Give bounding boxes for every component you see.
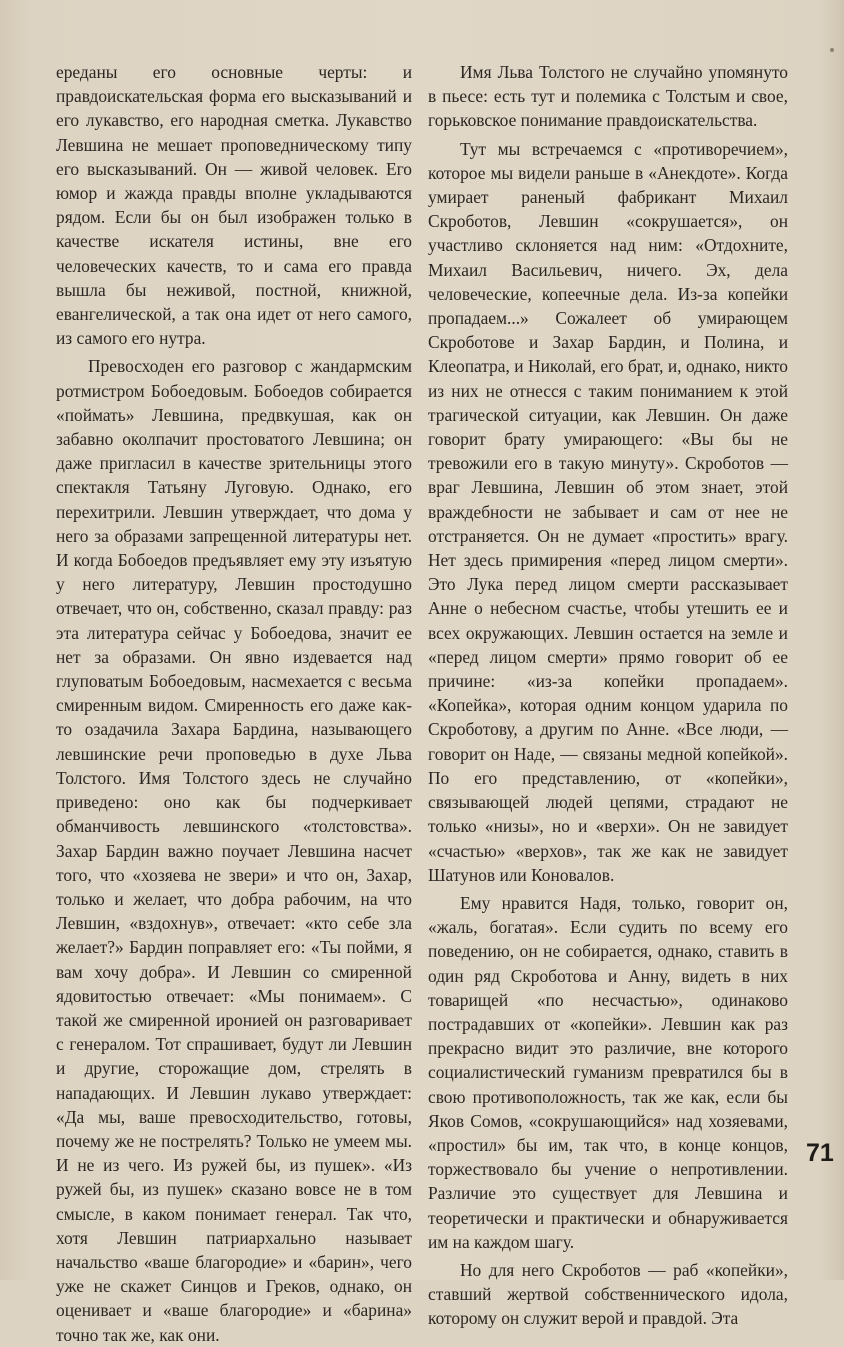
left-text-column	[56, 60, 412, 1347]
page-number: 71	[806, 1139, 834, 1167]
paragraph: ереданы его основные черты: и правдоискательская форма его высказываний и его лукавство, его народная сметка. Лукавство Левшина не мешает проповедническому типу его высказываний. Он — живой человек. Его юмор и жажда правды вполне укладываются рядом. Если бы он был изображен только в качестве искателя истины, вне его человеческих качеств, то и сама его правда вышла бы неживой, постной, книжной, евангелической, а так она идет от него самого, из самого его нутра.	[56, 62, 412, 349]
right-text-column	[428, 60, 788, 1331]
paper-speck	[830, 48, 834, 52]
paragraph: Тут мы встречаемся с «противоречием», которое мы видели раньше в «Анекдоте». Когда умирает раненый фабрикант Михаил Скроботов, Левшин «сокрушается», он участливо склоняется над ним: «Отдохните, Михаил Васильевич, ничего. Эх, дела человеческие, копеечные дела. Из-за копейки пропадаем...» Сожалеет об умирающем Скроботове и Захар Бардин, и Полина, и Клеопатра, и Николай, его брат, и, однако, никто из них не отнесся с таким пониманием к этой трагической ситуации, как Левшин. Он даже говорит брату умирающего: «Вы бы не тревожили его в такую минуту». Скроботов — враг Левшина, Левшин об этом знает, этой враждебности не забывает и сам от нее не отстраняется. Он не думает «простить» врагу. Нет здесь примирения «перед лицом смерти». Это Лука перед лицом смерти рассказывает Анне о небесном счастье, чтобы утешить ее и всех окружающих. Левшин остается на земле и «перед лицом смерти» прямо говорит об ее причине: «из-за копейки пропадаем». «Копейка», которая одним концом ударила по Скроботову, а другим по Анне. «Все люди, — говорит он Наде, — связаны медной копейкой». По его представлению, от «копейки», связывающей людей цепями, страдают не только «низы», но и «верхи». Он не завидует «счастью» «верхов», так же как не завидует Шатунов или Коновалов.	[428, 138, 788, 885]
paragraph: Превосходен его разговор с жандармским ротмистром Бобоедовым. Бобоедов собирается «поймать» Левшина, предвкушая, как он забавно околпачит простоватого Левшина; он даже пригласил в качестве зрительницы этого спектакля Татьяну Луговую. Однако, его перехитрили. Левшин утверждает, что дома у него за образами запрещенной литературы нет. И когда Бобоедов предъявляет ему эту изъятую у него литературу, Левшин простодушно отвечает, что он, собственно, сказал правду: раз эта литература сейчас у Бобоедова, значит ее нет за образами. Он явно издевается над глуповатым Бобоедовым, насмехается с весьма смиренным видом. Смиренность его даже как-то озадачила Захара Бардина, называющего левшинские речи проповедью в духе Льва Толстого. Имя Толстого здесь не случайно приведено: оно как бы подчеркивает обманчивость левшинского «толстовства». Захар Бардин важно поучает Левшина насчет того, что «хозяева не звери» и что он, Захар, только и желает, что добра рабочим, на что Левшин, «вздохнув», отвечает: «кто себе зла желает?» Бардин поправляет его: «Ты пойми, я вам хочу добра». И Левшин со смиренной ядовитостью отвечает: «Мы понимаем». С такой же смиренной иронией он разговаривает с генералом. Тот спрашивает, будут ли Левшин и другие, сторожащие дом, стрелять в нападающих. И Левшин лукаво утверждает: «Да мы, ваше превосходительство, готовы, почему же не пострелять? Только не умеем мы. И не из чего. Из ружей бы, из пушек». «Из ружей бы, из пушек» сказано вовсе не в том смысле, в каком понимает генерал. Так что, хотя Левшин патриархально называет начальство «ваше благородие» и «барин», чего уже не скажет Синцов и Греков, однако, он оценивает и «ваше благородие» и «барина» точно так же, как они.	[56, 356, 412, 1345]
paragraph: Имя Льва Толстого не случайно упомянуто в пьесе: есть тут и полемика с Толстым и свое, горьковское понимание правдоискательства.	[428, 62, 788, 131]
paragraph: Ему нравится Надя, только, говорит он, «жаль, богатая». Если судить по всему его поведению, он не собирается, однако, ставить в один ряд Скроботова и Анну, видеть в них товарищей «по несчастью», одинаково пострадавших от «копейки». Левшин как раз прекрасно видит это различие, вне которого социалистический гуманизм превратился бы в свою противоположность, так же как, если бы Яков Сомов, «сокрушающийся» над хозяевами, «простил» бы им, так что, в конце концов, торжествовало бы учение о непротивлении. Различие это существует для Левшина и теоретически и практически и обнаруживается им на каждом шагу.	[428, 892, 788, 1252]
paragraph: Но для него Скроботов — раб «копейки», ставший жертвой собственнического идола, которому он служит верой и правдой. Эта	[428, 1259, 788, 1329]
